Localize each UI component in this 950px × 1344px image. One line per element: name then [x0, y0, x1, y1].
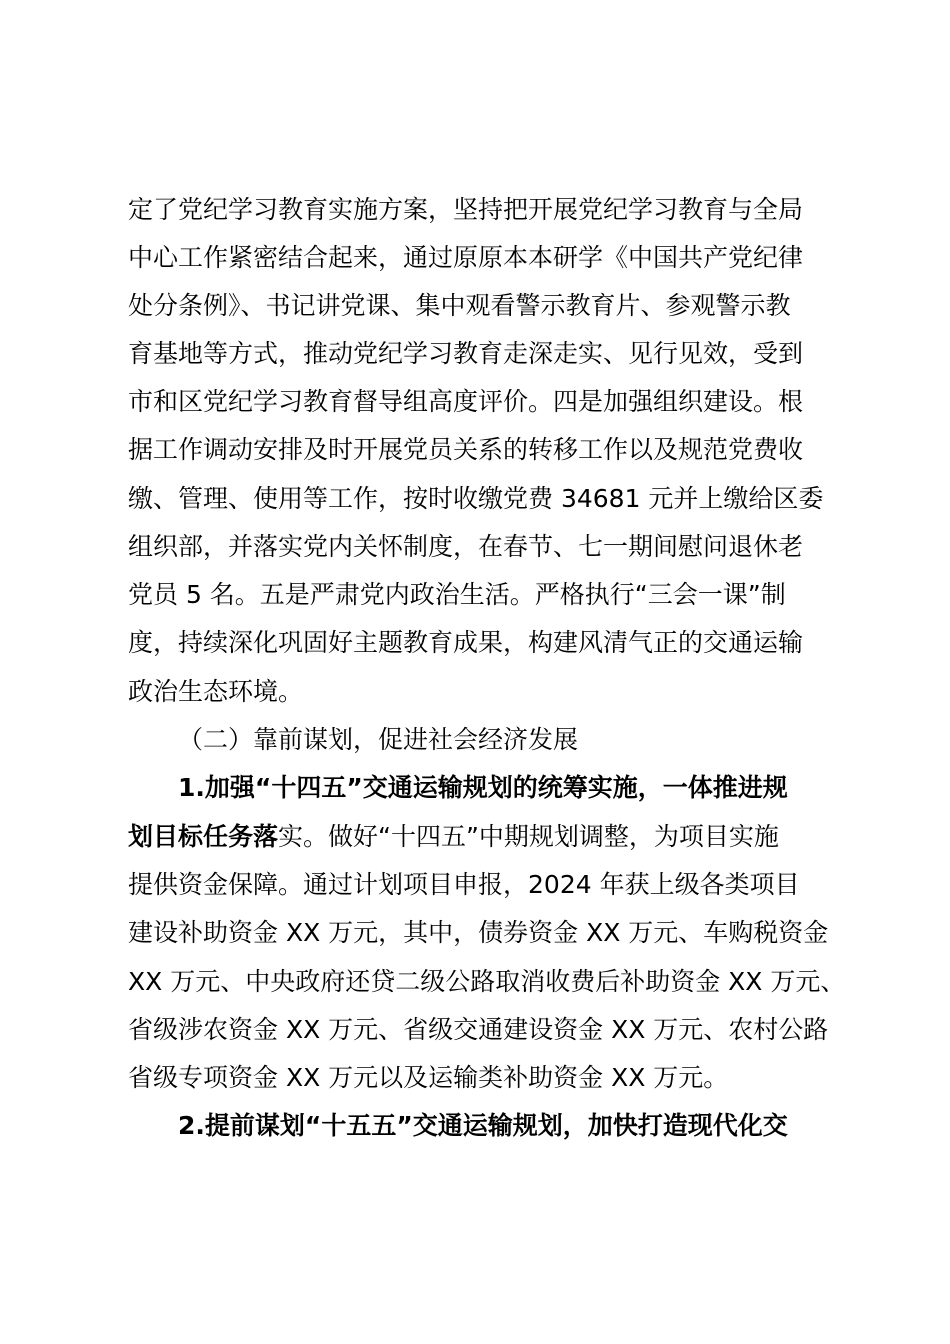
body-text-line: 省级涉农资金 XX 万元、省级交通建设资金 XX 万元、农村公路 [128, 1015, 829, 1044]
section-heading: （二）靠前谋划，促进社会经济发展 [178, 725, 579, 754]
body-text-line: 党员 5 名。五是严肃党内政治生活。严格执行“三会一课”制 [128, 580, 786, 609]
body-text-line: 提供资金保障。通过计划项目申报，2024 年获上级各类项目 [128, 870, 800, 899]
body-text-line: 育基地等方式，推动党纪学习教育走深走实、见行见效，受到 [128, 339, 804, 368]
body-text-line: 建设补助资金 XX 万元，其中，债券资金 XX 万元、车购税资金 [128, 918, 829, 947]
subsection-heading [0, 771, 950, 805]
body-text-line: 处分条例》、书记讲党课、集中观看警示教育片、参观警示教 [128, 291, 791, 320]
body-text-line: 省级专项资金 XX 万元以及运输类补助资金 XX 万元。 [128, 1063, 729, 1092]
subsection-heading [0, 1109, 950, 1143]
subsection-heading-text: 2.提前谋划“十五五”交通运输规划，加快打造现代化交 [178, 1111, 788, 1140]
subsection-heading-text: 1.加强“十四五”交通运输规划的统筹实施，一体推进规 [178, 773, 788, 802]
body-text-line: 市和区党纪学习教育督导组高度评价。四是加强组织建设。根 [128, 387, 804, 416]
body-text-line: 定了党纪学习教育实施方案，坚持把开展党纪学习教育与全局 [128, 195, 804, 224]
body-text-line: 组织部，并落实党内关怀制度，在春节、七一期间慰问退休老 [128, 532, 804, 561]
body-text-line: 据工作调动安排及时开展党员关系的转移工作以及规范党费收 [128, 435, 804, 464]
body-text-span: 实。做好“十四五”中期规划调整，为项目实施 [278, 822, 779, 851]
subsection-heading-text: 划目标任务落 [128, 822, 279, 851]
body-text-line: 缴、管理、使用等工作，按时收缴党费 34681 元并上缴给区委 [128, 484, 824, 513]
body-text-line: 度，持续深化巩固好主题教育成果，构建风清气正的交通运输 [128, 628, 804, 657]
body-text-line: 中心工作紧密结合起来，通过原原本本研学《中国共产党纪律 [128, 243, 804, 272]
body-text-line [0, 820, 950, 854]
body-text-line: XX 万元、中央政府还贷二级公路取消收费后补助资金 XX 万元、 [128, 967, 846, 996]
body-text-line: 政治生态环境。 [128, 677, 304, 706]
